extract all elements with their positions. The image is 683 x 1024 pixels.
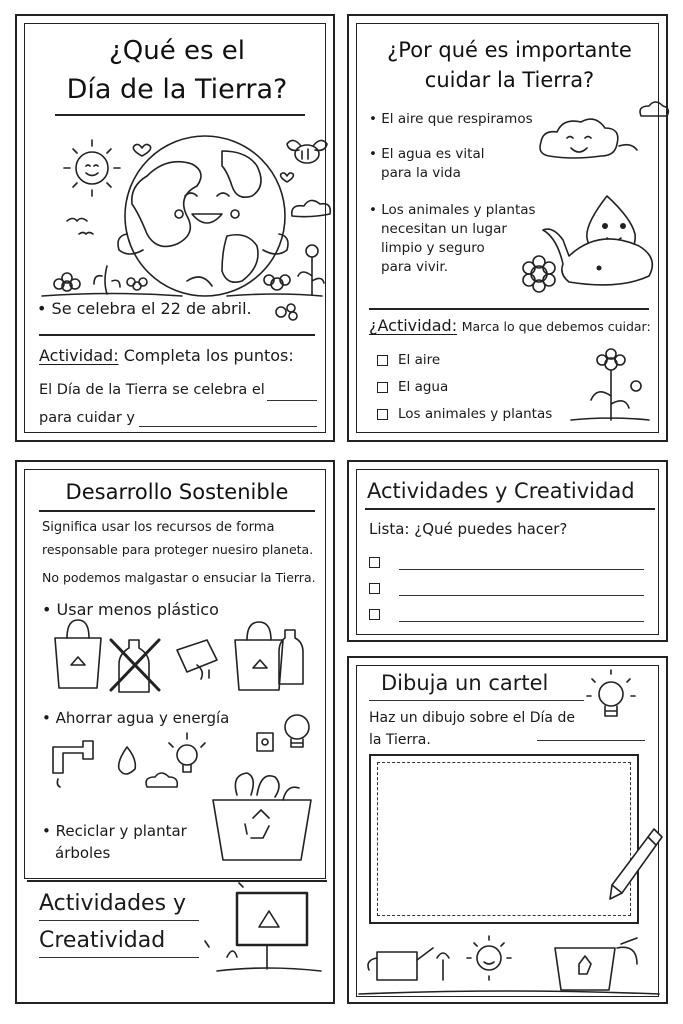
sun-icon [467, 936, 511, 980]
title-underline [369, 700, 584, 701]
checkbox[interactable] [377, 382, 388, 393]
desc-line3: No podemos malgastar o ensuciar la Tierra. [42, 570, 316, 585]
panel2-title-line1: ¿Por qué es importante [387, 38, 632, 62]
checklist-row[interactable] [369, 582, 649, 598]
panel-dibuja-cartel [347, 656, 668, 1004]
checklist-row[interactable] [369, 556, 649, 572]
trash-items-icon [177, 640, 217, 679]
bullet-agua-2: para la vida [381, 165, 461, 181]
grass-icon [359, 991, 659, 994]
list-label: Lista: ¿Qué puedes hacer? [369, 520, 568, 538]
check-aire[interactable] [377, 352, 440, 369]
footer-underline [39, 957, 199, 958]
fact-text: Se celebra el 22 de abril. [51, 299, 252, 318]
write-line [537, 740, 645, 741]
activity-text: Completa los puntos: [123, 346, 294, 365]
watering-can-icon [368, 948, 433, 980]
grass-icon [42, 294, 322, 297]
title-underline [365, 508, 655, 510]
write-line[interactable] [399, 621, 644, 622]
bullet-text: Los animales y plantas [381, 202, 536, 218]
bullet-animales-4: para vivir. [381, 259, 449, 275]
bullet-text: El aire que respiramos [381, 111, 533, 127]
bullet-animales: • Los animales y plantas [369, 202, 536, 218]
panel1-title-line2: Día de la Tierra? [66, 74, 288, 105]
bulb-icon [285, 715, 309, 747]
footer-title-1: Actividades y [39, 891, 187, 916]
shopping-bag-icon [55, 620, 101, 688]
divider [27, 880, 327, 882]
divider [39, 334, 315, 336]
cloud-icon [640, 102, 668, 116]
heart-icon [133, 144, 150, 156]
no-bottle-icon [111, 640, 159, 692]
check-label: El aire [398, 352, 441, 368]
checklist-row[interactable] [369, 608, 649, 624]
footer-title-2: Creatividad [39, 928, 166, 953]
bee-icon [287, 140, 327, 163]
fill-sentence-2: para cuidar y [39, 410, 135, 426]
water-drop-icon [119, 747, 136, 774]
panel2-activity [369, 316, 651, 336]
item-reciclar: • Reciclar y plantar [42, 822, 187, 840]
nature-illustration [519, 96, 659, 296]
write-line[interactable] [399, 595, 644, 596]
fill-sentence-1: El Día de la Tierra se celebra el [39, 382, 265, 398]
bulb-icon [591, 668, 641, 728]
recycle-sign-illustration [187, 887, 327, 977]
write-line[interactable] [399, 569, 644, 570]
draw-instruction-1: Haz un dibujo sobre el Día de [369, 710, 575, 726]
checkbox[interactable] [377, 355, 388, 366]
footer-underline [39, 920, 199, 921]
drawing-area-dashed [377, 762, 631, 916]
bullet-text: El agua es vital [381, 146, 485, 162]
panel4-title: Actividades y Creatividad [367, 479, 635, 503]
recycle-bin-icon [555, 948, 615, 990]
sun-icon [64, 140, 120, 196]
panel1-activity [39, 346, 294, 366]
item-text: Ahorrar agua y energía [55, 709, 230, 727]
checkbox[interactable] [369, 557, 380, 568]
less-plastic-illustration [47, 610, 307, 690]
panel-desarrollo-sostenible [15, 460, 335, 1004]
item-agua-energia: • Ahorrar agua y energía [42, 709, 230, 727]
cloud-icon [540, 119, 637, 158]
checkbox[interactable] [369, 609, 380, 620]
check-animales[interactable] [377, 406, 552, 423]
item-reciclar-2: árboles [55, 844, 111, 862]
divider [369, 308, 649, 310]
bird-icon [67, 219, 93, 235]
recycle-bin-illustration [207, 780, 317, 860]
panel5-title: Dibuja un cartel [381, 671, 549, 695]
fill-blank-line[interactable] [139, 426, 317, 427]
heart-icon [281, 173, 294, 182]
item-plastico: • Usar menos plástico [42, 600, 219, 619]
panel3-title: Desarrollo Sostenible [65, 480, 289, 504]
garden-illustration [359, 928, 659, 998]
bullet-agua: • El agua es vital [369, 146, 485, 162]
checkbox[interactable] [369, 583, 380, 594]
panel-que-es-dia-tierra [15, 14, 335, 442]
bullet-aire: • El aire que respiramos [369, 111, 533, 127]
bullet-animales-2: necesitan un lugar [381, 221, 507, 237]
check-label: Los animales y plantas [398, 406, 553, 422]
item-text: Reciclar y plantar [55, 822, 187, 840]
bulb-icon [169, 733, 205, 772]
panel1-title-line1: ¿Qué es el [108, 36, 246, 66]
activity-label: Actividad: [39, 346, 119, 365]
cloud-icon [146, 773, 177, 787]
panel2-title-line2: cuidar la Tierra? [424, 68, 595, 92]
desc-line2: responsable para proteger nuesiro planeta. [42, 542, 314, 557]
fill-blank-line[interactable] [267, 400, 317, 401]
pencil-icon [604, 823, 664, 903]
check-label: El agua [398, 379, 449, 395]
watering-can-icon [617, 938, 637, 964]
panel-actividades-creatividad [347, 460, 668, 642]
checkbox[interactable] [377, 409, 388, 420]
draw-instruction-2: la Tierra. [369, 732, 431, 748]
panel-por-que-cuidar [347, 14, 668, 442]
earth-icon [118, 136, 288, 296]
panel1-fact: • Se celebra el 22 de abril. [37, 299, 252, 318]
faucet-icon [53, 741, 93, 787]
item-text: Usar menos plástico [56, 600, 219, 619]
save-energy-illustration [47, 707, 317, 787]
cloud-icon [292, 200, 331, 216]
switch-icon [257, 733, 273, 751]
flower-icon [571, 346, 651, 426]
title-underline [39, 510, 315, 512]
activity-label: ¿Actividad: [369, 316, 458, 335]
flower-icon [523, 256, 555, 292]
shopping-bag-icon [235, 622, 303, 690]
happy-earth-illustration [17, 116, 337, 306]
activity-text: Marca lo que debemos cuidar: [461, 319, 651, 334]
bullet-animales-3: limpio y seguro [381, 240, 485, 256]
check-agua[interactable] [377, 379, 448, 396]
flower-icon [437, 953, 449, 980]
desc-line1: Significa usar los recursos de forma [42, 520, 275, 535]
bee-flower-icon [273, 302, 303, 322]
drawing-area[interactable] [369, 754, 639, 924]
